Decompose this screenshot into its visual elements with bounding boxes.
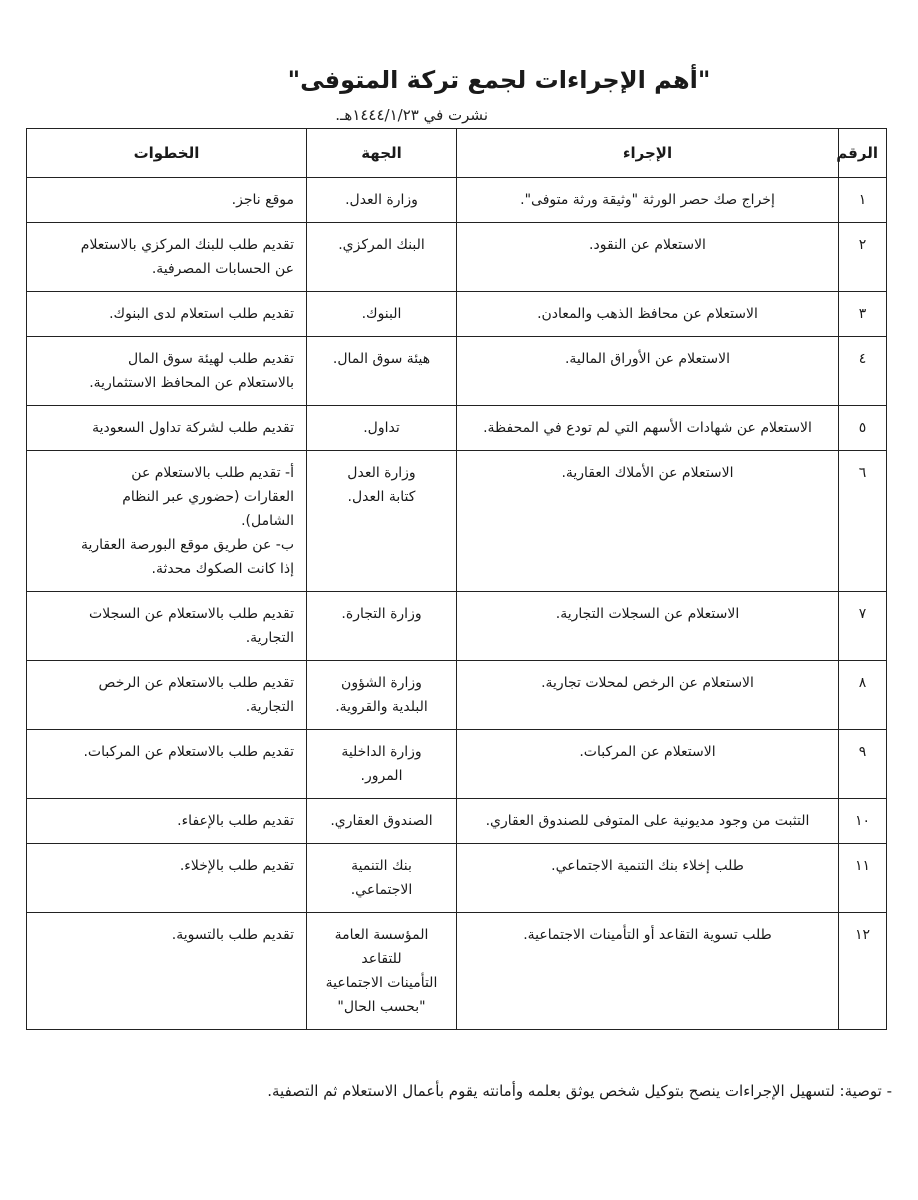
row-number: ١٠ xyxy=(839,799,887,844)
row-steps xyxy=(27,223,307,292)
row-number: ١ xyxy=(839,178,887,223)
table-row xyxy=(27,730,887,799)
row-entity xyxy=(307,799,457,844)
entity-line: هيئة سوق المال. xyxy=(332,351,431,367)
row-steps xyxy=(27,661,307,730)
table-header-row xyxy=(27,129,887,178)
steps-line: تقديم طلب استعلام لدى البنوك. xyxy=(109,306,294,322)
row-number: ٧ xyxy=(839,592,887,661)
table-row xyxy=(27,178,887,223)
steps-line: إذا كانت الصكوك محدثة. xyxy=(151,561,294,577)
table-row xyxy=(27,844,887,913)
entity-line: المرور. xyxy=(360,768,403,784)
steps-line: تقديم طلب لشركة تداول السعودية xyxy=(92,420,294,436)
row-procedure: الاستعلام عن الأملاك العقارية. xyxy=(457,451,839,592)
row-procedure: الاستعلام عن المركبات. xyxy=(457,730,839,799)
steps-line: ب- عن طريق موقع البورصة العقارية xyxy=(81,537,294,553)
row-number: ١١ xyxy=(839,844,887,913)
entity-line: الصندوق العقاري. xyxy=(330,813,433,829)
row-entity xyxy=(307,223,457,292)
row-number: ٣ xyxy=(839,292,887,337)
row-entity xyxy=(307,451,457,592)
entity-line: وزارة العدل xyxy=(347,465,416,481)
entity-line: البنوك. xyxy=(361,306,402,322)
entity-line: وزارة التجارة. xyxy=(341,606,422,622)
row-number: ٩ xyxy=(839,730,887,799)
procedures-table xyxy=(26,128,887,1030)
table-row xyxy=(27,913,887,1030)
document-title xyxy=(0,66,918,94)
row-entity xyxy=(307,178,457,223)
row-procedure: الاستعلام عن النقود. xyxy=(457,223,839,292)
row-steps xyxy=(27,592,307,661)
table-row xyxy=(27,451,887,592)
row-number: ٤ xyxy=(839,337,887,406)
header-entity: الجهة xyxy=(307,129,457,178)
row-procedure: طلب إخلاء بنك التنمية الاجتماعي. xyxy=(457,844,839,913)
steps-line: أ- تقديم طلب بالاستعلام عن xyxy=(131,465,294,481)
row-procedure: الاستعلام عن الأوراق المالية. xyxy=(457,337,839,406)
row-steps xyxy=(27,292,307,337)
steps-line: موقع ناجز. xyxy=(231,192,294,208)
steps-line: الشامل). xyxy=(241,513,294,529)
steps-line: تقديم طلب للبنك المركزي بالاستعلام xyxy=(80,237,294,253)
row-steps xyxy=(27,913,307,1030)
published-date: نشرت في ١٤٤٤/١/٢٣هـ. xyxy=(335,106,488,124)
table-row xyxy=(27,661,887,730)
row-procedure: الاستعلام عن شهادات الأسهم التي لم تودع في المحفظة. xyxy=(457,406,839,451)
header-procedure: الإجراء xyxy=(457,129,839,178)
recommendation-note: - توصية: لتسهيل الإجراءات ينصح بتوكيل شخص يوثق بعلمه وأمانته يقوم بأعمال الاستعلام ثم التصفية. xyxy=(267,1082,892,1100)
row-entity xyxy=(307,661,457,730)
row-number: ١٢ xyxy=(839,913,887,1030)
row-steps xyxy=(27,799,307,844)
table-row xyxy=(27,223,887,292)
entity-line: بنك التنمية xyxy=(351,858,412,874)
entity-line: البلدية والقروية. xyxy=(335,699,428,715)
row-entity xyxy=(307,337,457,406)
steps-line: التجارية. xyxy=(245,699,294,715)
steps-line: التجارية. xyxy=(245,630,294,646)
row-procedure: التثبت من وجود مديونية على المتوفى للصندوق العقاري. xyxy=(457,799,839,844)
row-entity xyxy=(307,913,457,1030)
row-procedure: طلب تسوية التقاعد أو التأمينات الاجتماعية. xyxy=(457,913,839,1030)
entity-line: التأمينات الاجتماعية xyxy=(325,975,438,991)
steps-line: العقارات (حضوري عبر النظام xyxy=(122,489,294,505)
row-entity xyxy=(307,730,457,799)
entity-line: وزارة العدل. xyxy=(345,192,418,208)
entity-line: وزارة الشؤون xyxy=(341,675,422,691)
table-row xyxy=(27,292,887,337)
row-steps xyxy=(27,451,307,592)
entity-line: كتابة العدل. xyxy=(347,489,416,505)
steps-line: تقديم طلب بالإخلاء. xyxy=(179,858,294,874)
row-number: ٨ xyxy=(839,661,887,730)
steps-line: تقديم طلب بالاستعلام عن المركبات. xyxy=(83,744,294,760)
header-steps: الخطوات xyxy=(27,129,307,178)
row-entity xyxy=(307,844,457,913)
entity-line: وزارة الداخلية xyxy=(341,744,422,760)
table-row xyxy=(27,406,887,451)
entity-line: البنك المركزي. xyxy=(338,237,425,253)
row-procedure: الاستعلام عن محافظ الذهب والمعادن. xyxy=(457,292,839,337)
row-steps xyxy=(27,844,307,913)
entity-line: الاجتماعي. xyxy=(350,882,413,898)
entity-line: تداول. xyxy=(363,420,400,436)
steps-line: بالاستعلام عن المحافظ الاستثمارية. xyxy=(89,375,294,391)
steps-line: عن الحسابات المصرفية. xyxy=(151,261,294,277)
row-number: ٢ xyxy=(839,223,887,292)
row-steps xyxy=(27,337,307,406)
table-body xyxy=(27,178,887,1030)
row-entity xyxy=(307,406,457,451)
steps-line: تقديم طلب بالإعفاء. xyxy=(177,813,294,829)
row-steps xyxy=(27,178,307,223)
table-row xyxy=(27,337,887,406)
steps-line: تقديم طلب بالاستعلام عن السجلات xyxy=(89,606,294,622)
row-entity xyxy=(307,592,457,661)
row-procedure: الاستعلام عن السجلات التجارية. xyxy=(457,592,839,661)
entity-line: المؤسسة العامة xyxy=(334,927,429,943)
entity-line: للتقاعد xyxy=(361,951,402,967)
title-text: "أهم الإجراءات لجمع تركة المتوفى" xyxy=(287,66,711,94)
header-number: الرقم xyxy=(839,129,887,178)
row-entity xyxy=(307,292,457,337)
row-procedure: الاستعلام عن الرخص لمحلات تجارية. xyxy=(457,661,839,730)
row-steps xyxy=(27,406,307,451)
steps-line: تقديم طلب لهيئة سوق المال xyxy=(127,351,294,367)
steps-line: تقديم طلب بالاستعلام عن الرخص xyxy=(98,675,294,691)
table-row xyxy=(27,799,887,844)
entity-line: "بحسب الحال" xyxy=(337,999,426,1015)
row-procedure: إخراج صك حصر الورثة "وثيقة ورثة متوفى". xyxy=(457,178,839,223)
row-number: ٦ xyxy=(839,451,887,592)
row-steps xyxy=(27,730,307,799)
table-row xyxy=(27,592,887,661)
steps-line: تقديم طلب بالتسوية. xyxy=(171,927,294,943)
row-number: ٥ xyxy=(839,406,887,451)
